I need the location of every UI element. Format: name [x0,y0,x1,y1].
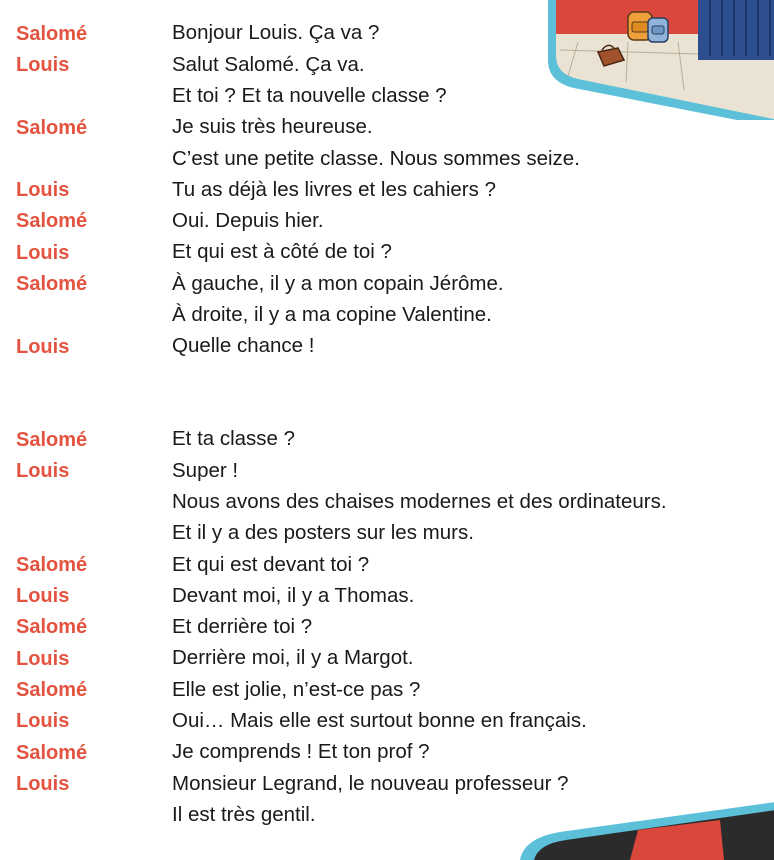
speaker-name: Salomé [16,741,88,764]
utterance-text: À gauche, il y a mon copain Jérôme. [172,271,504,295]
utterance-text: Salut Salomé. Ça va. [172,52,365,76]
speaker-name: Louis [16,53,70,76]
dialogue-line [16,549,756,580]
utterance-text: Et derrière toi ? [172,615,313,639]
dialogue-line [16,737,756,768]
dialogue-line [16,174,756,205]
utterance-text: Oui. Depuis hier. [172,209,324,233]
speaker-name: Salomé [16,679,88,702]
utterance-text: Et toi ? Et ta nouvelle classe ? [172,83,447,107]
dialogue-line [16,300,756,331]
utterance-text: À droite, il y a ma copine Valentine. [172,303,492,327]
speaker-name: Louis [16,459,70,482]
utterance-text: Et il y a des posters sur les murs. [172,521,474,545]
dialogue-line [16,237,756,268]
speaker-name: Louis [16,179,70,202]
utterance-text: Devant moi, il y a Thomas. [172,583,415,607]
dialogue-part-1 [16,18,756,362]
speaker-name: Louis [16,585,70,608]
speaker-name: Louis [16,772,70,795]
utterance-text: Tu as déjà les livres et les cahiers ? [172,177,496,201]
dialogue-line [16,143,756,174]
speaker-name: Salomé [16,273,88,296]
classroom-illustration-bottom [520,800,774,860]
utterance-text: Monsieur Legrand, le nouveau professeur ? [172,771,569,795]
dialogue-line [16,331,756,362]
speaker-name: Louis [16,710,70,733]
utterance-text: Elle est jolie, n’est-ce pas ? [172,677,421,701]
dialogue-line [16,518,756,549]
dialogue-line [16,112,756,143]
dialogue-line [16,768,756,799]
utterance-text: Il est très gentil. [172,802,316,826]
dialogue-line [16,18,756,49]
utterance-text: Bonjour Louis. Ça va ? [172,21,380,45]
utterance-text: Je comprends ! Et ton prof ? [172,740,430,764]
dialogue-line [16,643,756,674]
dialogue-line [16,268,756,299]
speaker-name: Salomé [16,210,88,233]
utterance-text: Je suis très heureuse. [172,115,373,139]
speaker-name: Louis [16,241,70,264]
dialogue-line [16,49,756,80]
speaker-name: Salomé [16,616,88,639]
speaker-name: Salomé [16,116,88,139]
utterance-text: Derrière moi, il y a Margot. [172,646,414,670]
utterance-text: Quelle chance ! [172,334,315,358]
speaker-name: Salomé [16,428,88,451]
utterance-text: Et ta classe ? [172,427,296,451]
utterance-text: C’est une petite classe. Nous sommes seize. [172,146,580,170]
utterance-text: Et qui est à côté de toi ? [172,240,392,264]
dialogue-part-2 [16,424,756,831]
dialogue-line [16,424,756,455]
dialogue-line [16,580,756,611]
utterance-text: Nous avons des chaises modernes et des ordinateurs. [172,489,667,513]
dialogue-line [16,612,756,643]
dialogue-line [16,674,756,705]
speaker-name: Louis [16,335,70,358]
utterance-text: Oui… Mais elle est surtout bonne en français. [172,709,587,733]
speaker-name: Salomé [16,553,88,576]
utterance-text: Super ! [172,458,239,482]
speaker-name: Salomé [16,22,88,45]
speaker-name: Louis [16,647,70,670]
utterance-text: Et qui est devant toi ? [172,552,370,576]
dialogue-line [16,487,756,518]
dialogue-line [16,206,756,237]
dialogue-line [16,455,756,486]
dialogue-line [16,81,756,112]
dialogue-line [16,706,756,737]
